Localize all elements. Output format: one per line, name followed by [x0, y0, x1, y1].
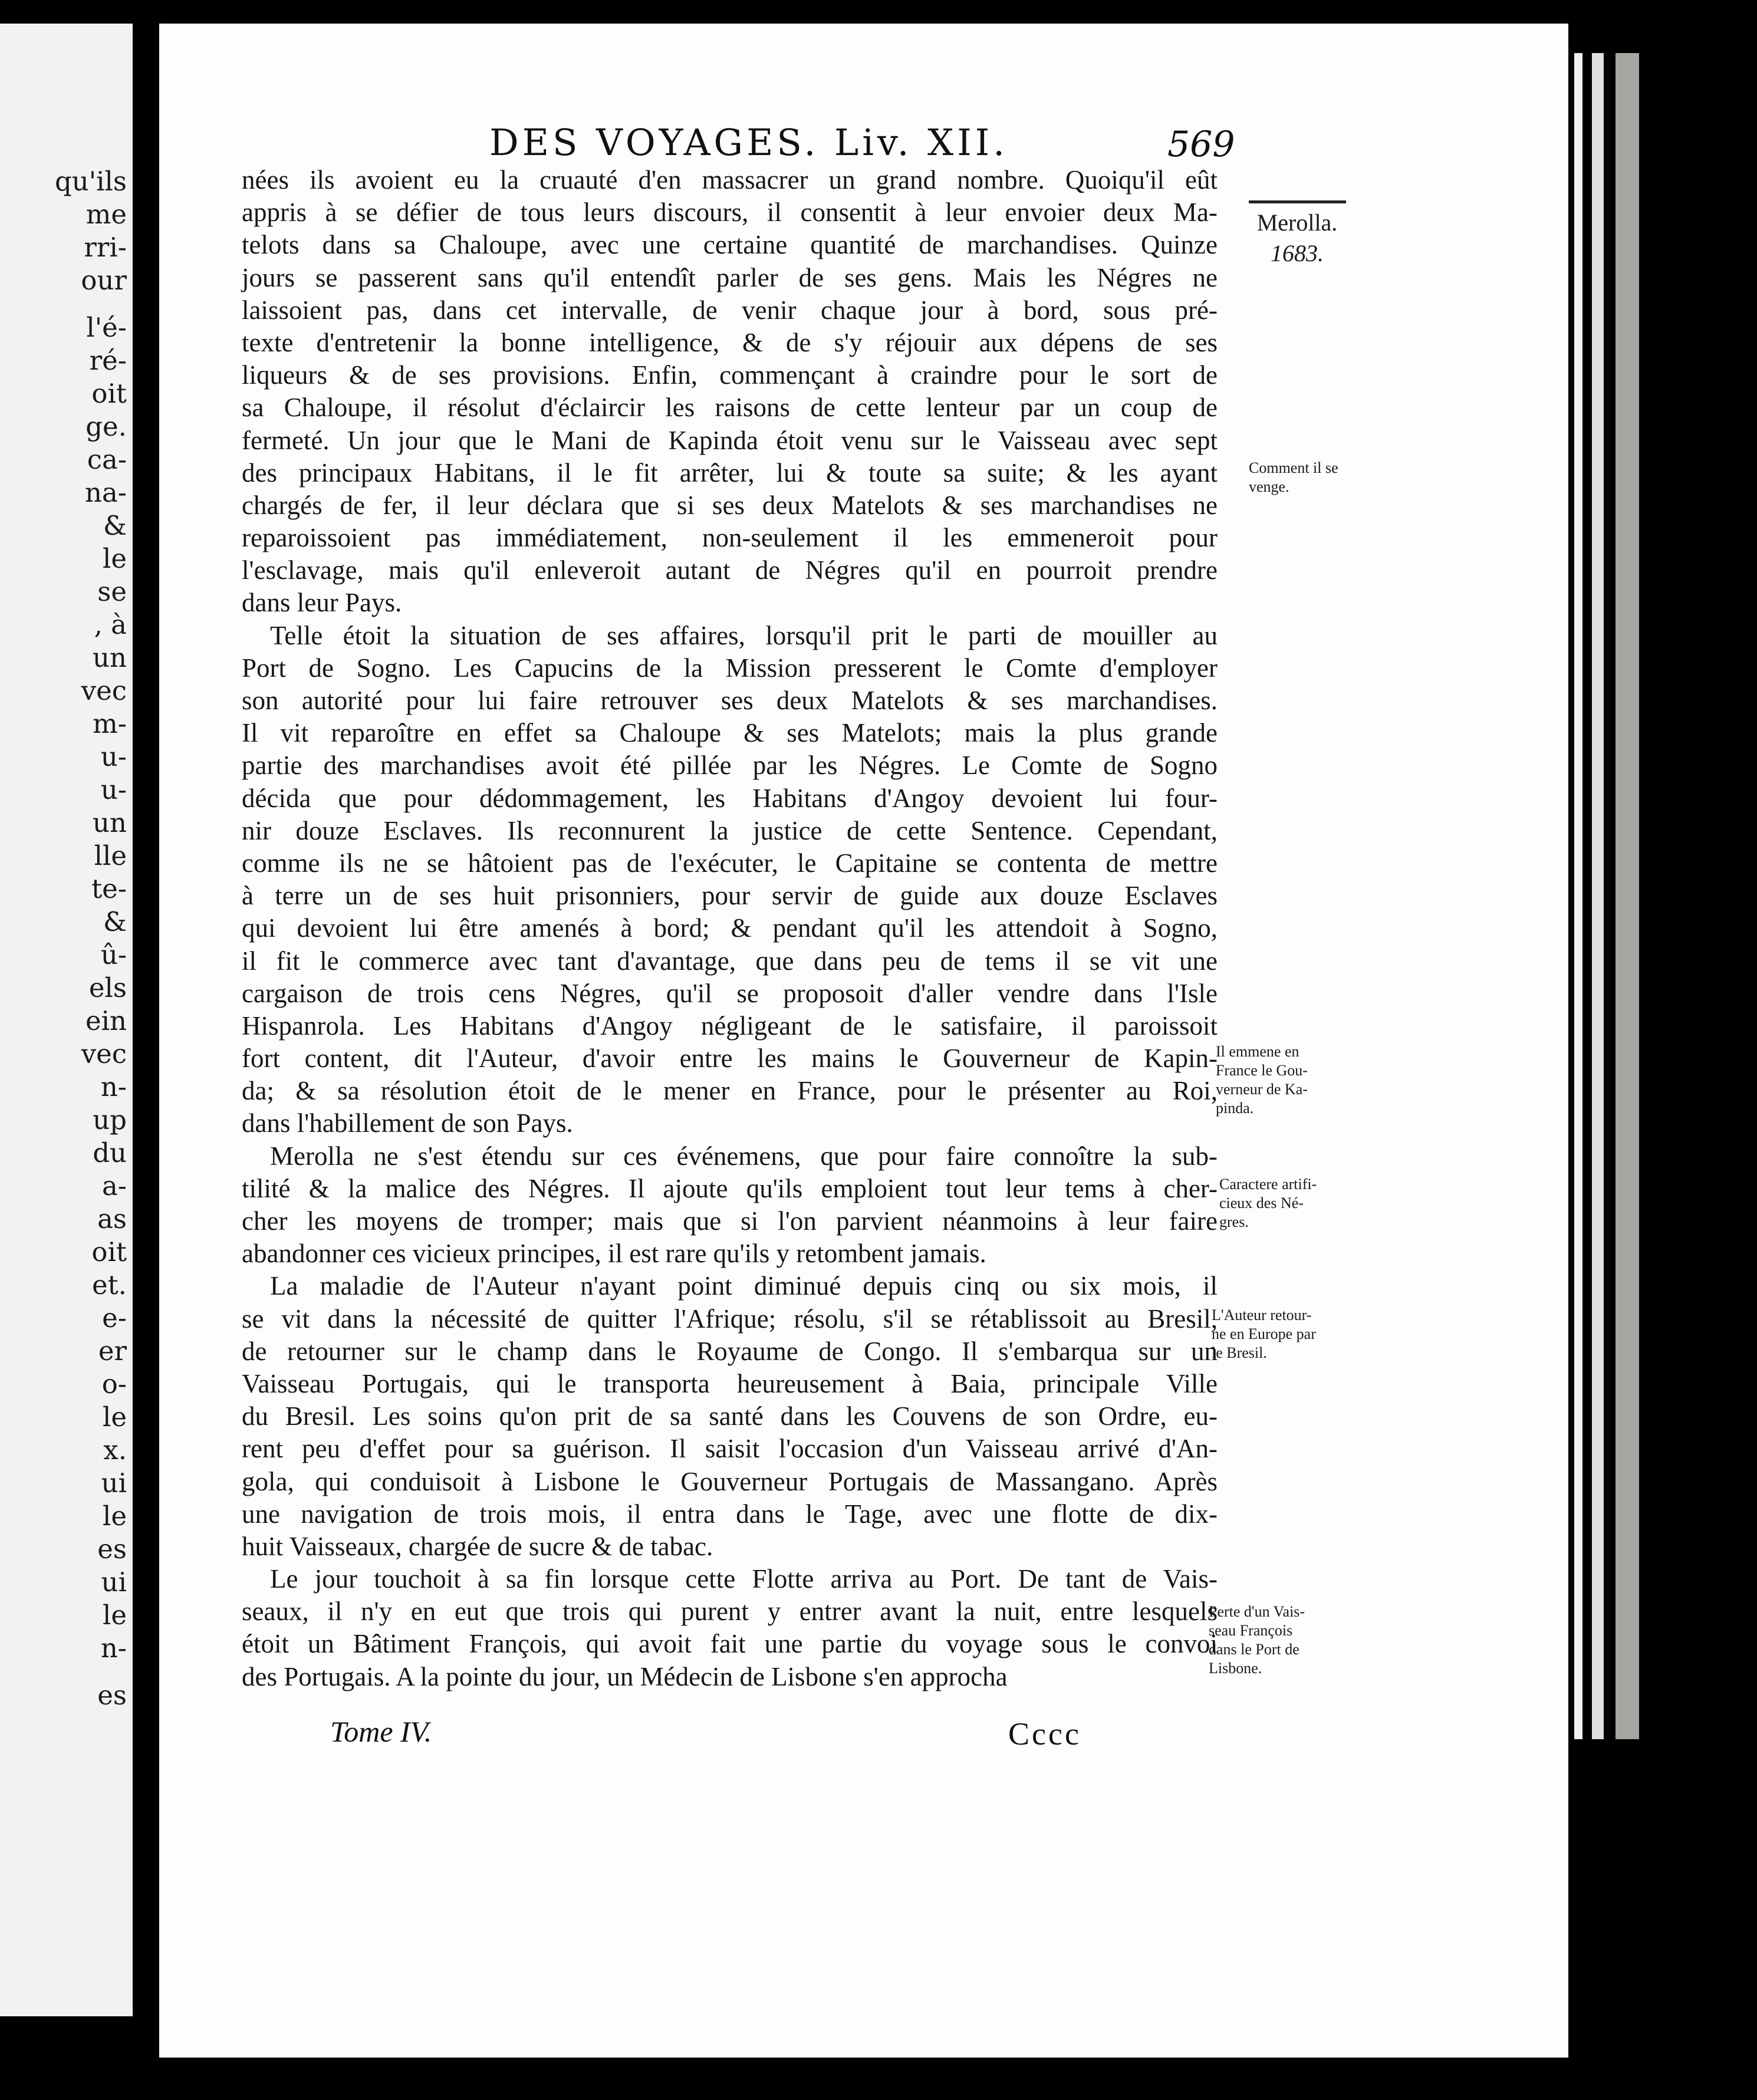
page-edge [1615, 53, 1639, 1739]
facing-page-fragment: te- [91, 873, 127, 904]
margin-note-line: verneur de Ka- [1216, 1081, 1308, 1098]
facing-page-fragment: & [103, 510, 127, 541]
facing-page-fragment: ca- [87, 444, 127, 475]
facing-page-fragment: vec [81, 1038, 127, 1069]
facing-page-fragment: oit [91, 378, 127, 409]
text-line: seaux, il n'y en eut que trois qui purent y entrer avant la nuit, entre lesquels [242, 1597, 1218, 1627]
text-line: il fit le commerce avec tant d'avantage, que dans peu de tems il se vit une [242, 946, 1218, 976]
text-line: Le jour touchoit à sa fin lorsque cette Flotte arriva au Port. De tant de Vais- [270, 1564, 1218, 1594]
facing-page-fragment: rri- [84, 232, 127, 263]
margin-author: Merolla. [1256, 209, 1338, 236]
margin-note-line: cieux des Né- [1219, 1194, 1304, 1212]
text-line: cher les moyens de tromper; mais que si l'on parvient néanmoins à leur faire [242, 1206, 1218, 1236]
text-line: liqueurs & de ses provisions. Enfin, commençant à craindre pour le sort de [242, 360, 1218, 390]
text-line: décida que pour dédommagement, les Habitans d'Angoy devoient lui four- [242, 783, 1218, 813]
facing-page-fragment: se [97, 576, 127, 607]
facing-page-fragment: lle [94, 840, 127, 871]
text-line: Vaisseau Portugais, qui le transporta heureusement à Baia, principale Ville [242, 1368, 1218, 1398]
facing-page-fragment: n- [100, 1071, 127, 1102]
facing-page-fragment: es [97, 1680, 127, 1711]
text-line: qui devoient lui être amenés à bord; & pendant qu'il les attendoit à Sogno, [242, 913, 1218, 943]
facing-page-fragment [0, 297, 127, 311]
text-line: partie des marchandises avoit été pillée par les Négres. Le Comte de Sogno [242, 751, 1218, 781]
text-line: Merolla ne s'est étendu sur ces événemens, que pour faire connoître la sub- [270, 1141, 1218, 1171]
facing-page-fragment: els [88, 972, 127, 1003]
text-line: reparoissoient pas immédiatement, non-seulement il les emmeneroit pour [242, 523, 1218, 553]
text-line: fort content, dit l'Auteur, d'avoir entre les mains le Gouverneur de Kapin- [242, 1044, 1218, 1074]
margin-note-line: Lisbone. [1209, 1660, 1262, 1677]
facing-page-fragment: qu'ils [54, 166, 127, 197]
facing-page-fragment: un [93, 642, 127, 673]
facing-page-fragment: l'é- [86, 312, 127, 343]
facing-page-fragment: ui [101, 1467, 127, 1499]
page-edge [1574, 53, 1582, 1739]
facing-page-fragment: o- [101, 1368, 127, 1400]
margin-note-line: pinda. [1216, 1100, 1254, 1117]
facing-page-fragment: m- [93, 708, 127, 739]
margin-note [1216, 1042, 1308, 1118]
margin-note [1209, 1602, 1305, 1678]
text-line: gola, qui conduisoit à Lisbone le Gouverneur Portugais de Massangano. Après [242, 1466, 1218, 1496]
text-line: laissoient pas, dans cet intervalle, de venir chaque jour à bord, sous pré- [242, 295, 1218, 325]
text-line: abandonner ces vicieux principes, il est rare qu'ils y retombent jamais. [242, 1239, 986, 1269]
margin-note-line: Perte d'un Vais- [1209, 1603, 1305, 1620]
text-line: texte d'entretenir la bonne intelligence, & de s'y réjouir aux dépens de ses [242, 327, 1218, 357]
facing-page-fragment: u- [100, 774, 127, 805]
margin-note-line: venge. [1249, 478, 1289, 495]
facing-page-fragment: n- [100, 1632, 127, 1664]
text-line: fermeté. Un jour que le Mani de Kapinda étoit venu sur le Vaisseau avec sept [242, 425, 1218, 455]
text-line: l'esclavage, mais qu'il enleveroit autant de Négres qu'il en pourroit prendre [242, 555, 1218, 585]
text-line: dans l'habillement de son Pays. [242, 1108, 573, 1138]
facing-page-fragment: u- [100, 741, 127, 772]
signature-mark: Cccc [1008, 1716, 1081, 1752]
facing-page-fragment: le [102, 543, 127, 574]
margin-note-line: Caractere artifi- [1219, 1176, 1317, 1193]
margin-note-line: seau François [1209, 1622, 1293, 1639]
margin-note-line: L'Auteur retour- [1212, 1306, 1312, 1324]
facing-page-fragment: vec [81, 675, 127, 706]
running-head: DES VOYAGES. Liv. XII. [489, 121, 1008, 164]
facing-page-fragment: er [98, 1335, 127, 1367]
facing-page-fragment: our [81, 265, 127, 296]
text-line: huit Vaisseaux, chargée de sucre & de tabac. [242, 1531, 713, 1561]
margin-note-line: le Bresil. [1212, 1344, 1267, 1361]
text-line: nées ils avoient eu la cruauté d'en massacrer un grand nombre. Quoiqu'il eût [242, 165, 1218, 195]
text-line: chargés de fer, il leur déclara que si ses deux Matelots & ses marchandises ne [242, 490, 1218, 520]
margin-note [1249, 459, 1338, 496]
facing-page-edge [0, 24, 133, 2016]
text-line: de retourner sur le champ dans le Royaume de Congo. Il s'embarqua sur un [242, 1336, 1218, 1366]
text-line: Telle étoit la situation de ses affaires, lorsqu'il prit le parti de mouiller au [270, 620, 1218, 650]
facing-page-text [0, 165, 127, 1712]
body-text [242, 164, 1218, 1693]
facing-page-fragment: ein [85, 1005, 127, 1036]
margin-rule [1249, 200, 1346, 203]
text-line: tilité & la malice des Négres. Il ajoute qu'ils emploient tout leur tems à cher- [242, 1173, 1218, 1203]
text-line: dans leur Pays. [242, 588, 402, 618]
margin-note-line: Il emmene en [1216, 1043, 1299, 1060]
facing-page-fragment: du [93, 1137, 127, 1169]
facing-page-fragment: me [85, 199, 127, 230]
text-line: Il vit reparoître en effet sa Chaloupe & ses Matelots; mais la plus grande [242, 718, 1218, 748]
text-line: étoit un Bâtiment François, qui avoit fait une partie du voyage sous le convoi [242, 1629, 1218, 1659]
text-line: des principaux Habitans, il le fit arrêter, lui & toute sa suite; & les ayant [242, 457, 1218, 488]
facing-page-fragment: oit [91, 1236, 127, 1268]
text-line: Hispanrola. Les Habitans d'Angoy négligeant de le satisfaire, il paroissoit [242, 1010, 1218, 1041]
text-line: telots dans sa Chaloupe, avec une certaine quantité de marchandises. Quinze [242, 230, 1218, 260]
facing-page-fragment: un [93, 807, 127, 838]
text-line: du Bresil. Les soins qu'on prit de sa santé dans les Couvens de son Ordre, eu- [242, 1401, 1218, 1431]
text-line: comme ils ne se hâtoient pas de l'exécuter, le Capitaine se contenta de mettre [242, 848, 1218, 878]
page-edge [1592, 53, 1604, 1739]
margin-note-line: dans le Port de [1209, 1641, 1299, 1658]
facing-page-fragment: ge. [85, 411, 127, 442]
text-line: sa Chaloupe, il résolut d'éclaircir les raisons de cette lenteur par un coup de [242, 393, 1218, 423]
margin-note [1212, 1306, 1316, 1362]
facing-page-fragment: û- [100, 939, 127, 970]
text-line: jours se passerent sans qu'il entendît parler de ses gens. Mais les Négres ne [242, 262, 1218, 292]
text-line: se vit dans la nécessité de quitter l'Afrique; résolu, s'il se rétablissoit au Bresil, [242, 1304, 1218, 1334]
facing-page-fragment: as [97, 1203, 127, 1235]
facing-page-fragment: ui [101, 1566, 127, 1598]
facing-page-fragment: e- [102, 1302, 127, 1334]
facing-page-fragment: na- [84, 477, 127, 508]
text-line: des Portugais. A la pointe du jour, un Médecin de Lisbone s'en approcha [242, 1661, 1008, 1691]
text-line: rent peu d'effet pour sa guérison. Il saisit l'occasion d'un Vaisseau arrivé d'An- [242, 1434, 1218, 1464]
text-line: cargaison de trois cens Négres, qu'il se proposoit d'aller vendre dans l'Isle [242, 978, 1218, 1008]
text-line: à terre un de ses huit prisonniers, pour servir de guide aux douze Esclaves [242, 881, 1218, 911]
margin-header [1253, 208, 1341, 269]
facing-page-fragment: le [102, 1401, 127, 1433]
text-line: appris à se défier de tous leurs discours, il consentit à leur envoier deux Ma- [242, 198, 1218, 228]
text-line: nir douze Esclaves. Ils reconnurent la justice de cette Sentence. Cependant, [242, 815, 1218, 845]
margin-note [1219, 1175, 1317, 1232]
facing-page-fragment [0, 1665, 127, 1679]
facing-page-fragment: es [97, 1533, 127, 1565]
facing-page-fragment: x. [103, 1434, 127, 1466]
facing-page-fragment: ré- [89, 345, 127, 376]
facing-page-fragment: le [102, 1500, 127, 1532]
text-line: une navigation de trois mois, il entra dans le Tage, avec une flotte de dix- [242, 1499, 1218, 1529]
facing-page-fragment: , à [94, 609, 127, 640]
text-line: da; & sa résolution étoit de le mener en France, pour le présenter au Roi, [242, 1076, 1218, 1106]
margin-note-line: Comment il se [1249, 459, 1338, 476]
text-line: son autorité pour lui faire retrouver ses deux Matelots & ses marchandises. [242, 686, 1218, 715]
margin-note-line: ne en Europe par [1212, 1325, 1316, 1342]
margin-note-line: France le Gou- [1216, 1062, 1308, 1079]
facing-page-fragment: le [102, 1599, 127, 1631]
facing-page-fragment: & [103, 906, 127, 937]
page-number: 569 [1167, 124, 1235, 165]
margin-note-line: gres. [1219, 1213, 1249, 1230]
margin-year: 1683. [1271, 240, 1324, 266]
facing-page-fragment: et. [91, 1269, 127, 1301]
text-line: Port de Sogno. Les Capucins de la Mission presserent le Comte d'employer [242, 653, 1218, 683]
text-line: La maladie de l'Auteur n'ayant point diminué depuis cinq ou six mois, il [270, 1271, 1218, 1301]
volume-label: Tome IV. [330, 1715, 432, 1748]
facing-page-fragment: a- [101, 1170, 127, 1202]
facing-page-fragment: up [93, 1104, 127, 1135]
